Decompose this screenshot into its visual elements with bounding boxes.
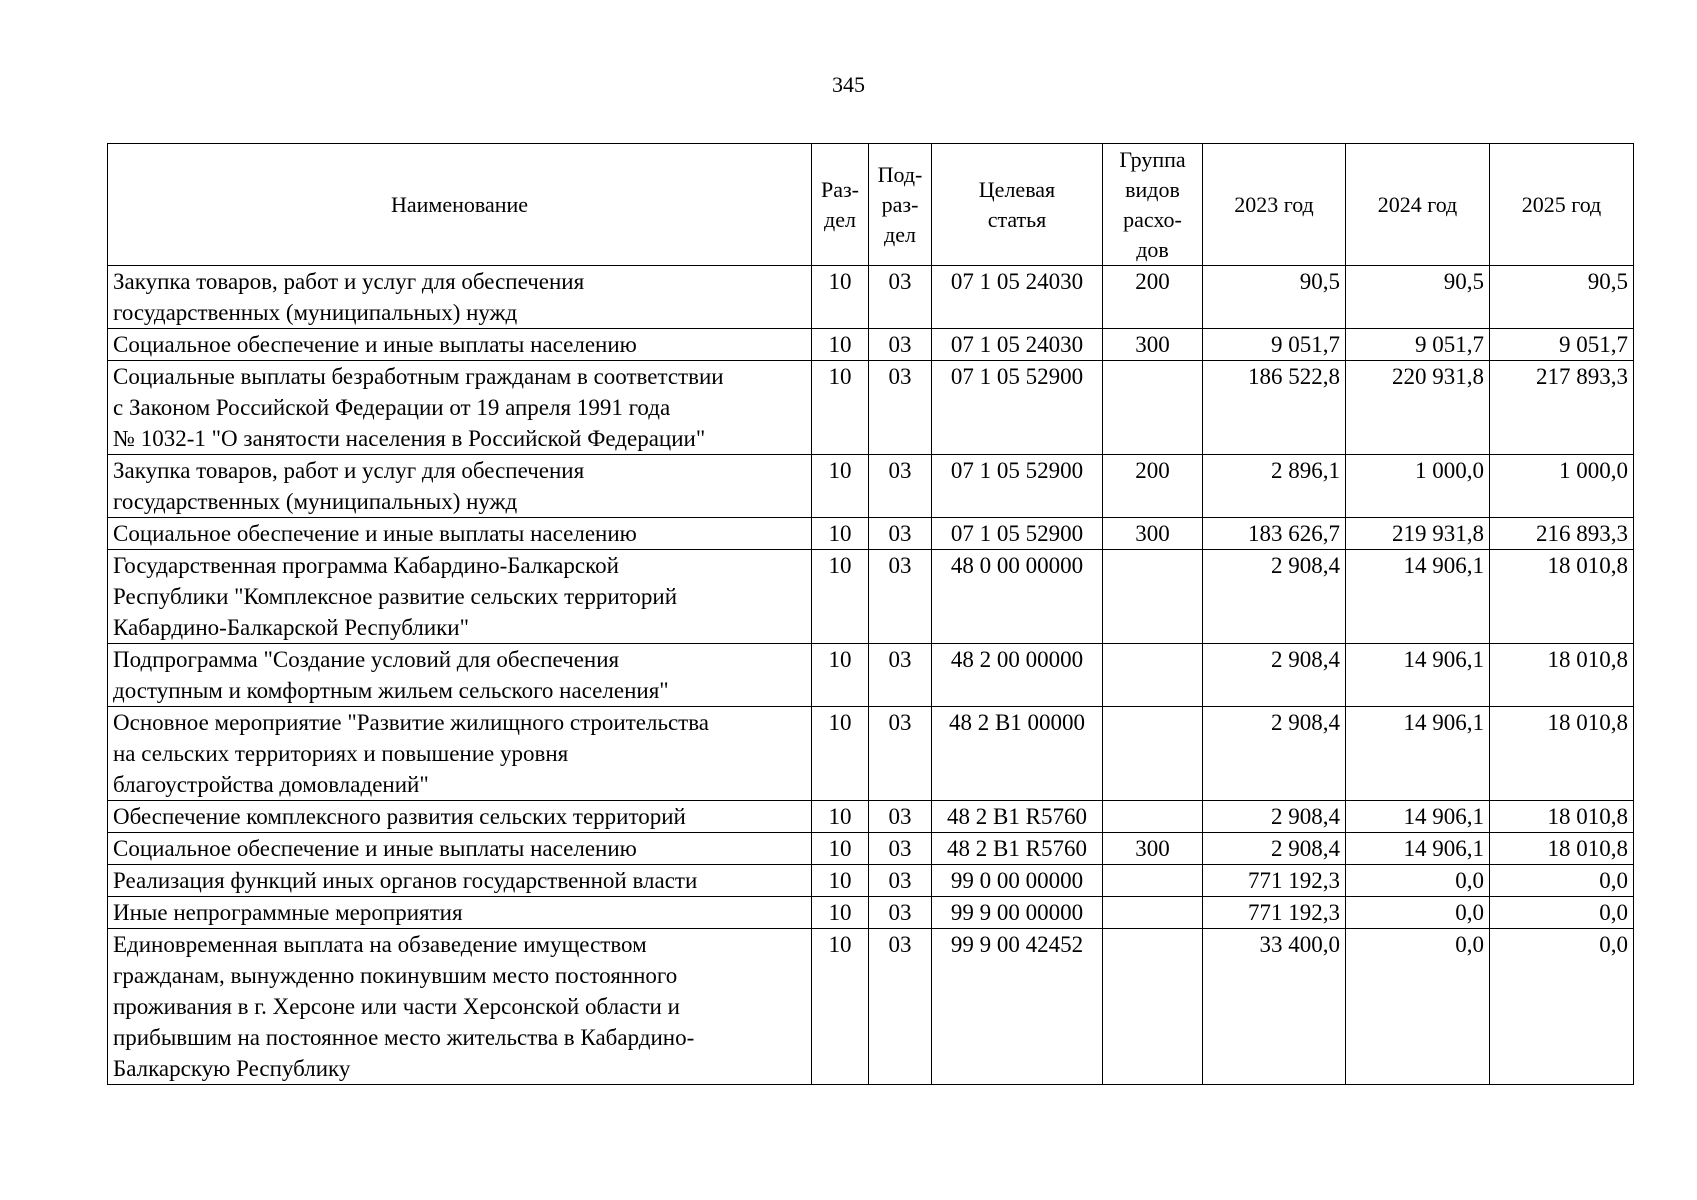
- cell-target-article: 48 0 00 00000: [932, 550, 1103, 644]
- cell-year-2025: 18 010,8: [1490, 644, 1634, 707]
- cell-podrazdel: 03: [869, 455, 932, 518]
- cell-year-2025: 0,0: [1490, 897, 1634, 929]
- cell-podrazdel: 03: [869, 707, 932, 801]
- cell-year-2024: 14 906,1: [1346, 550, 1490, 644]
- cell-year-2025: 18 010,8: [1490, 801, 1634, 833]
- cell-year-2024: 0,0: [1346, 929, 1490, 1085]
- table-row: [108, 833, 1634, 865]
- cell-expense-group: [1103, 361, 1203, 455]
- cell-year-2023: 2 908,4: [1203, 644, 1346, 707]
- cell-target-article: 48 2 B1 R5760: [932, 833, 1103, 865]
- table-row: [108, 897, 1634, 929]
- cell-name: Закупка товаров, работ и услуг для обеспечения государственных (муниципальных) нужд: [108, 455, 812, 518]
- cell-year-2023: 183 626,7: [1203, 518, 1346, 550]
- table-row: [108, 865, 1634, 897]
- cell-podrazdel: 03: [869, 929, 932, 1085]
- cell-podrazdel: 03: [869, 833, 932, 865]
- cell-name: Иные непрограммные мероприятия: [108, 897, 812, 929]
- cell-razdel: 10: [812, 897, 869, 929]
- cell-year-2023: 2 908,4: [1203, 707, 1346, 801]
- table-row: [108, 707, 1634, 801]
- cell-year-2024: 1 000,0: [1346, 455, 1490, 518]
- header-target-article: Целевая статья: [932, 144, 1103, 266]
- cell-year-2025: 18 010,8: [1490, 833, 1634, 865]
- cell-year-2024: 14 906,1: [1346, 707, 1490, 801]
- table-row: [108, 329, 1634, 361]
- cell-name: Подпрограмма "Создание условий для обеспечения доступным и комфортным жильем сельского населения": [108, 644, 812, 707]
- table-row: [108, 644, 1634, 707]
- cell-expense-group: [1103, 644, 1203, 707]
- cell-podrazdel: 03: [869, 361, 932, 455]
- cell-expense-group: 300: [1103, 518, 1203, 550]
- cell-podrazdel: 03: [869, 329, 932, 361]
- cell-razdel: 10: [812, 329, 869, 361]
- cell-year-2025: 18 010,8: [1490, 707, 1634, 801]
- cell-year-2023: 33 400,0: [1203, 929, 1346, 1085]
- cell-year-2023: 9 051,7: [1203, 329, 1346, 361]
- cell-podrazdel: 03: [869, 266, 932, 329]
- cell-year-2024: 14 906,1: [1346, 833, 1490, 865]
- cell-expense-group: 200: [1103, 266, 1203, 329]
- cell-year-2024: 14 906,1: [1346, 644, 1490, 707]
- budget-table: [107, 143, 1634, 1085]
- header-razdel: Раз- дел: [812, 144, 869, 266]
- cell-expense-group: [1103, 865, 1203, 897]
- cell-name: Единовременная выплата на обзаведение имуществом гражданам, вынужденно покинувшим место постоянного проживания в г. Херсоне или части Херсонской области и прибывшим на постоянное место жительства в Кабардино- Балкарскую Республику: [108, 929, 812, 1085]
- cell-podrazdel: 03: [869, 801, 932, 833]
- table-row: [108, 518, 1634, 550]
- cell-year-2025: 217 893,3: [1490, 361, 1634, 455]
- cell-year-2025: 1 000,0: [1490, 455, 1634, 518]
- cell-razdel: 10: [812, 518, 869, 550]
- cell-year-2024: 14 906,1: [1346, 801, 1490, 833]
- cell-name: Социальное обеспечение и иные выплаты населению: [108, 518, 812, 550]
- cell-year-2025: 0,0: [1490, 865, 1634, 897]
- cell-target-article: 07 1 05 24030: [932, 266, 1103, 329]
- cell-year-2023: 186 522,8: [1203, 361, 1346, 455]
- cell-year-2023: 2 908,4: [1203, 550, 1346, 644]
- cell-razdel: 10: [812, 361, 869, 455]
- cell-razdel: 10: [812, 929, 869, 1085]
- cell-name: Социальное обеспечение и иные выплаты населению: [108, 833, 812, 865]
- table-header-row: [108, 144, 1634, 266]
- cell-year-2024: 0,0: [1346, 865, 1490, 897]
- cell-expense-group: [1103, 929, 1203, 1085]
- cell-podrazdel: 03: [869, 897, 932, 929]
- cell-year-2023: 2 908,4: [1203, 801, 1346, 833]
- header-name: Наименование: [108, 144, 812, 266]
- cell-razdel: 10: [812, 833, 869, 865]
- cell-podrazdel: 03: [869, 550, 932, 644]
- table-row: [108, 801, 1634, 833]
- cell-year-2025: 216 893,3: [1490, 518, 1634, 550]
- cell-target-article: 07 1 05 24030: [932, 329, 1103, 361]
- cell-target-article: 48 2 00 00000: [932, 644, 1103, 707]
- table-row: [108, 929, 1634, 1085]
- page-number: 345: [832, 72, 865, 97]
- cell-year-2023: 771 192,3: [1203, 897, 1346, 929]
- header-year-2023: 2023 год: [1203, 144, 1346, 266]
- cell-podrazdel: 03: [869, 644, 932, 707]
- cell-podrazdel: 03: [869, 865, 932, 897]
- cell-year-2024: 220 931,8: [1346, 361, 1490, 455]
- cell-target-article: 07 1 05 52900: [932, 455, 1103, 518]
- cell-razdel: 10: [812, 266, 869, 329]
- cell-target-article: 07 1 05 52900: [932, 518, 1103, 550]
- cell-year-2023: 2 896,1: [1203, 455, 1346, 518]
- cell-target-article: 48 2 B1 00000: [932, 707, 1103, 801]
- cell-target-article: 48 2 B1 R5760: [932, 801, 1103, 833]
- cell-expense-group: [1103, 707, 1203, 801]
- cell-target-article: 99 9 00 42452: [932, 929, 1103, 1085]
- cell-expense-group: 300: [1103, 833, 1203, 865]
- cell-year-2024: 90,5: [1346, 266, 1490, 329]
- cell-razdel: 10: [812, 801, 869, 833]
- cell-expense-group: [1103, 550, 1203, 644]
- cell-year-2025: 90,5: [1490, 266, 1634, 329]
- header-year-2024: 2024 год: [1346, 144, 1490, 266]
- cell-razdel: 10: [812, 865, 869, 897]
- cell-name: Основное мероприятие "Развитие жилищного строительства на сельских территориях и повышение уровня благоустройства домовладений": [108, 707, 812, 801]
- cell-expense-group: 200: [1103, 455, 1203, 518]
- cell-year-2023: 771 192,3: [1203, 865, 1346, 897]
- cell-name: Обеспечение комплексного развития сельских территорий: [108, 801, 812, 833]
- cell-year-2024: 219 931,8: [1346, 518, 1490, 550]
- table-row: [108, 266, 1634, 329]
- cell-year-2023: 90,5: [1203, 266, 1346, 329]
- cell-name: Реализация функций иных органов государственной власти: [108, 865, 812, 897]
- cell-year-2025: 9 051,7: [1490, 329, 1634, 361]
- cell-razdel: 10: [812, 707, 869, 801]
- header-year-2025: 2025 год: [1490, 144, 1634, 266]
- cell-expense-group: 300: [1103, 329, 1203, 361]
- cell-target-article: 99 9 00 00000: [932, 897, 1103, 929]
- cell-podrazdel: 03: [869, 518, 932, 550]
- cell-expense-group: [1103, 801, 1203, 833]
- cell-name: Закупка товаров, работ и услуг для обеспечения государственных (муниципальных) нужд: [108, 266, 812, 329]
- cell-target-article: 07 1 05 52900: [932, 361, 1103, 455]
- cell-year-2024: 0,0: [1346, 897, 1490, 929]
- cell-razdel: 10: [812, 550, 869, 644]
- cell-expense-group: [1103, 897, 1203, 929]
- cell-year-2024: 9 051,7: [1346, 329, 1490, 361]
- cell-target-article: 99 0 00 00000: [932, 865, 1103, 897]
- cell-year-2023: 2 908,4: [1203, 833, 1346, 865]
- cell-name: Социальное обеспечение и иные выплаты населению: [108, 329, 812, 361]
- cell-year-2025: 0,0: [1490, 929, 1634, 1085]
- table-body: [108, 266, 1634, 1085]
- table-row: [108, 361, 1634, 455]
- header-expense-group: Группа видов расхо- дов: [1103, 144, 1203, 266]
- header-podrazdel: Под- раз- дел: [869, 144, 932, 266]
- cell-name: Государственная программа Кабардино-Балкарской Республики "Комплексное развитие сельских территорий Кабардино-Балкарской Республики": [108, 550, 812, 644]
- table-row: [108, 455, 1634, 518]
- cell-razdel: 10: [812, 455, 869, 518]
- cell-razdel: 10: [812, 644, 869, 707]
- cell-name: Социальные выплаты безработным гражданам в соответствии с Законом Российской Федерации от 19 апреля 1991 года № 1032-1 "О занятости населения в Российской Федерации": [108, 361, 812, 455]
- table-row: [108, 550, 1634, 644]
- cell-year-2025: 18 010,8: [1490, 550, 1634, 644]
